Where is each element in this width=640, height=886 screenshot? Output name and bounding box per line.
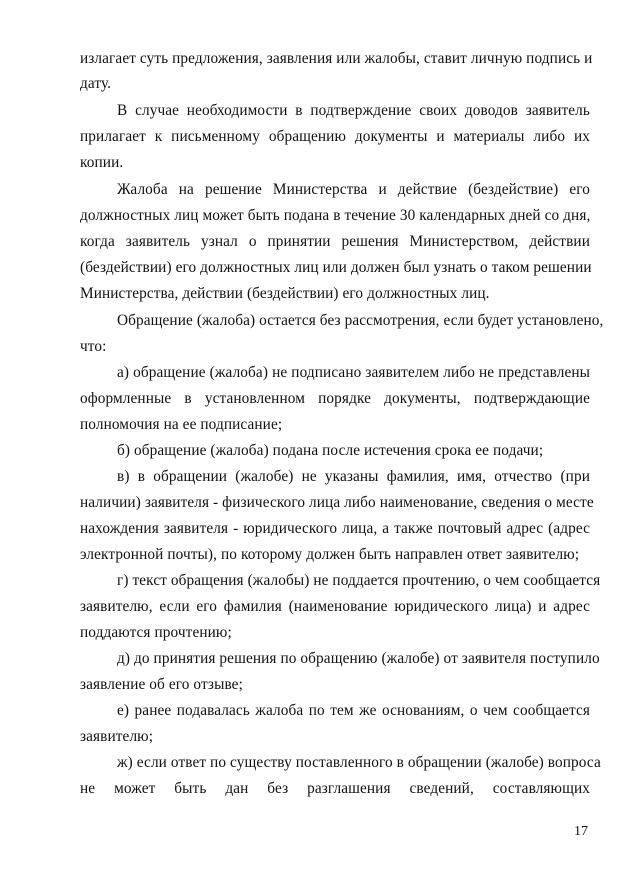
text-line: е) ранее подавалась жалоба по тем же основаниям, о чем сообщается	[117, 702, 590, 719]
text-line: дату.	[80, 75, 112, 92]
text-line: должностных лиц может быть подана в течение 30 календарных дней со дня,	[80, 207, 591, 224]
text-line: заявление об его отзыве;	[80, 676, 243, 693]
text-line: Министерства, действии (бездействии) его должностных лиц.	[80, 285, 490, 302]
text-line: оформленные в установленном порядке документы, подтверждающие	[80, 390, 590, 407]
text-line: копии.	[80, 154, 124, 171]
text-line: поддаются прочтению;	[80, 624, 232, 641]
text-line: д) до принятия решения по обращению (жалобе) от заявителя поступило	[117, 650, 600, 667]
text-line: Обращение (жалоба) остается без рассмотрения, если будет установлено,	[117, 312, 604, 329]
text-line: не может быть дан без разглашения сведений, составляющих	[80, 780, 590, 797]
page-number: 17	[574, 824, 588, 839]
text-line: ж) если ответ по существу поставленного в обращении (жалобе) вопроса	[117, 754, 601, 771]
text-line: что:	[80, 338, 107, 355]
text-line: прилагает к письменному обращению документы и материалы либо их	[80, 128, 590, 145]
text-line: Жалоба на решение Министерства и действие (бездействие) его	[117, 181, 590, 198]
text-line: когда заявитель узнал о принятии решения Министерством, действии	[80, 233, 590, 250]
text-line: электронной почты), по которому должен быть направлен ответ заявителю;	[80, 546, 580, 563]
text-line: (бездействии) его должностных лиц или должен был узнать о таком решении	[80, 259, 592, 276]
text-line: б) обращение (жалоба) подана после истечения срока ее подачи;	[117, 442, 544, 459]
text-line: наличии) заявителя - физического лица либо наименование, сведения о месте	[80, 494, 594, 511]
text-line: В случае необходимости в подтверждение своих доводов заявитель	[117, 102, 590, 119]
text-line: г) текст обращения (жалобы) не поддается прочтению, о чем сообщается	[117, 572, 601, 589]
text-line: в) в обращении (жалобе) не указаны фамилия, имя, отчество (при	[117, 468, 590, 485]
text-line: излагает суть предложения, заявления или жалобы, ставит личную подпись и	[80, 50, 593, 67]
text-line: полномочия на ее подписание;	[80, 416, 283, 433]
text-line: нахождения заявителя - юридического лица, а также почтовый адрес (адрес	[80, 520, 590, 537]
text-line: а) обращение (жалоба) не подписано заявителем либо не представлены	[117, 364, 590, 381]
text-line: заявителю;	[80, 728, 154, 745]
text-line: заявителю, если его фамилия (наименование юридического лица) и адрес	[80, 598, 590, 615]
